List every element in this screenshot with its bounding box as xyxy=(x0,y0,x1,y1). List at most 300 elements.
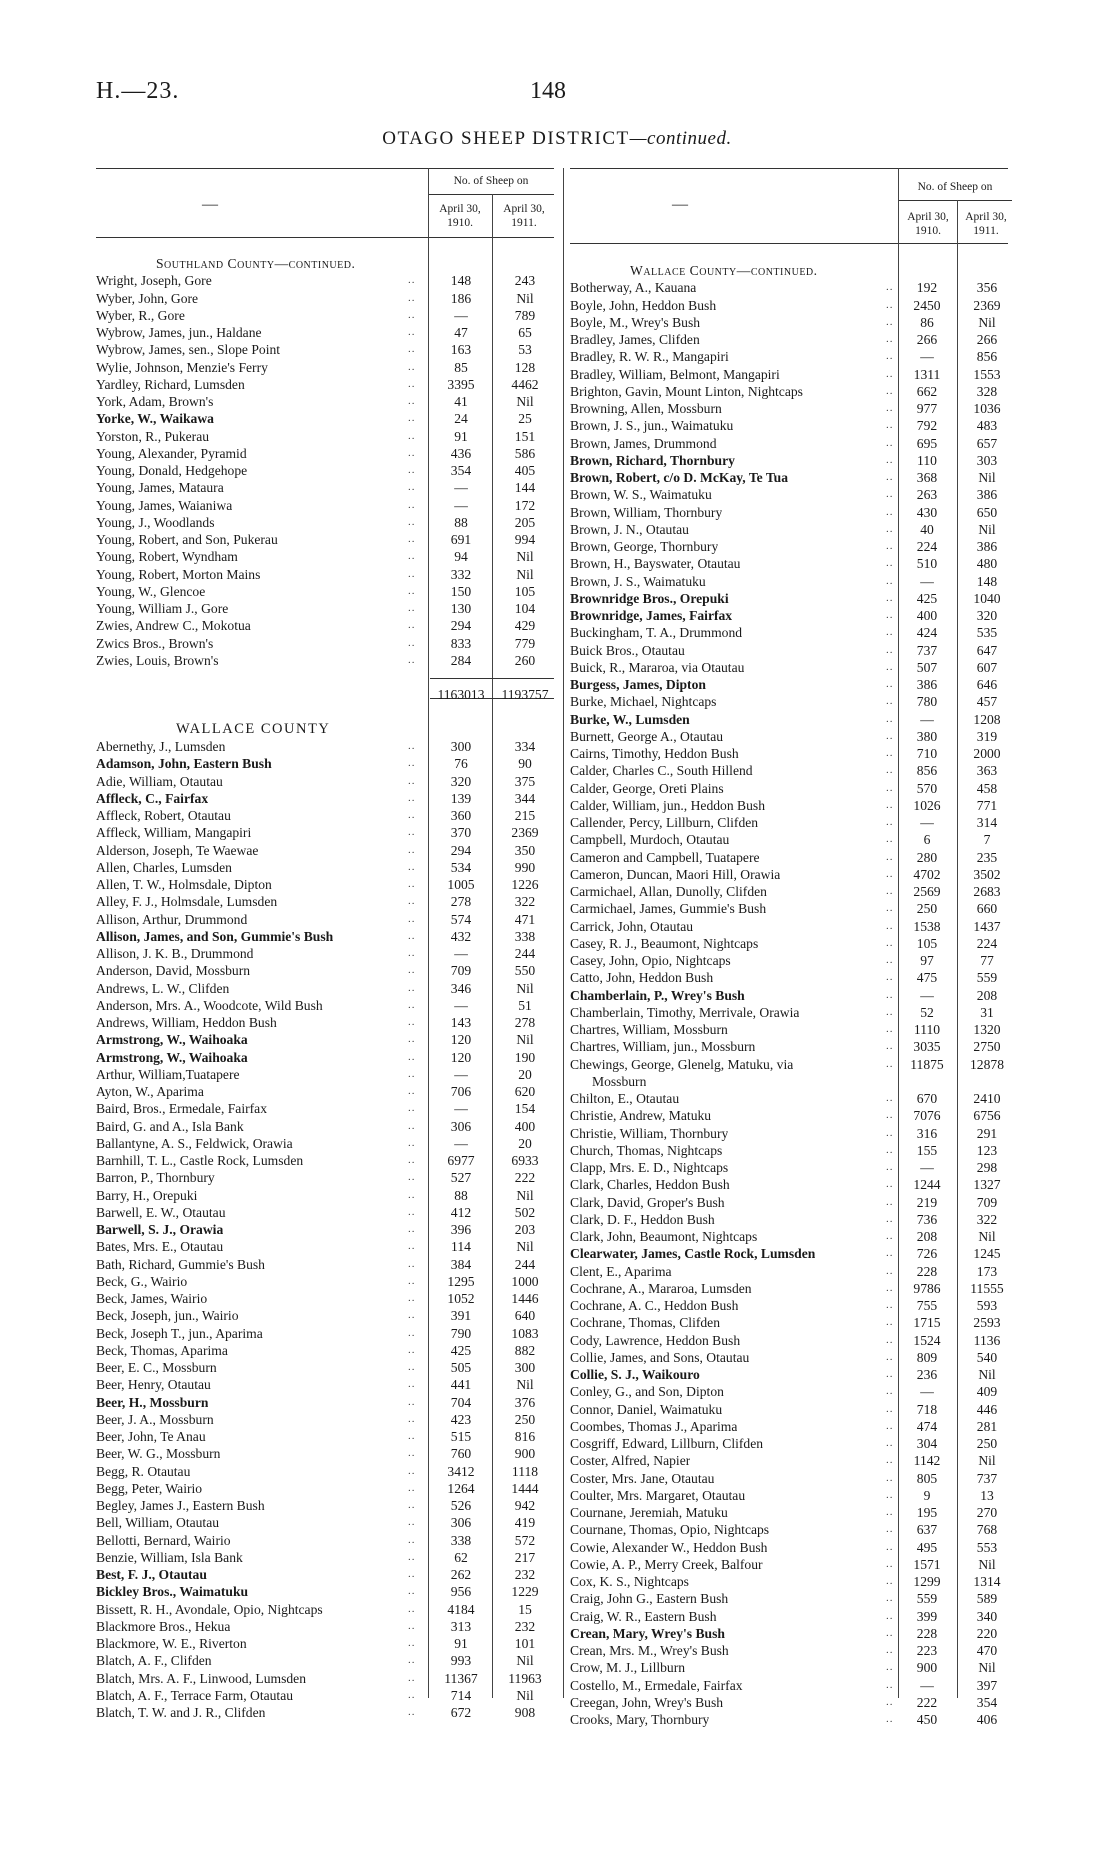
sheep-count-1910: — xyxy=(920,573,934,589)
sheep-count-1910: 250 xyxy=(916,901,938,917)
leader-dots: .. xyxy=(886,678,894,690)
owner-name: Yorke, W., Waikawa xyxy=(96,411,214,427)
leader-dots: .. xyxy=(408,1464,416,1477)
table-row xyxy=(570,659,1016,676)
leader-dots: .. xyxy=(886,954,894,966)
table-row xyxy=(570,1004,1016,1021)
owner-name: Brown, J. S., Waimatuku xyxy=(570,573,706,589)
sheep-count-1911: 1193757 xyxy=(501,687,549,703)
leader-dots: .. xyxy=(886,1419,894,1432)
sheep-count-1911: 559 xyxy=(976,970,998,986)
leader-dots: .. xyxy=(408,1619,416,1632)
leader-dots: .. xyxy=(408,843,416,856)
owner-name: Craig, John G., Eastern Bush xyxy=(570,1591,729,1607)
leader-dots: .. xyxy=(408,809,416,821)
leader-dots: .. xyxy=(408,964,416,977)
sheep-count-1910: 1110 xyxy=(913,1022,941,1037)
owner-name: Clent, E., Aparima xyxy=(570,1263,672,1279)
leader-dots: .. xyxy=(886,833,894,846)
sheep-count-1911: 11555 xyxy=(970,1280,1004,1296)
table-row xyxy=(570,831,1016,848)
sheep-count-1910: 294 xyxy=(450,842,472,858)
table-row xyxy=(570,797,1016,814)
table-row xyxy=(96,1497,556,1514)
leader-dots: .. xyxy=(408,1516,416,1529)
leader-dots: .. xyxy=(886,557,894,570)
sheep-count-1910: 670 xyxy=(916,1091,938,1106)
owner-name: Brighton, Gavin, Mount Linton, Nightcaps xyxy=(570,383,803,399)
leader-dots: .. xyxy=(408,878,416,890)
table-row xyxy=(96,1014,556,1031)
table-row xyxy=(570,642,1016,659)
table-row xyxy=(96,1394,556,1411)
owner-name: Blackmore Bros., Hekua xyxy=(96,1618,231,1634)
sheep-count-1910: 120 xyxy=(450,1049,472,1065)
table-row xyxy=(570,366,1016,383)
sheep-count-1910: 338 xyxy=(450,1532,472,1548)
table-row xyxy=(570,728,1016,745)
leader-dots: .. xyxy=(886,1368,894,1380)
table-row xyxy=(570,1211,1016,1228)
sheep-count-1911: 768 xyxy=(976,1522,998,1538)
leader-dots: .. xyxy=(886,281,894,294)
sheep-count-1911: 647 xyxy=(976,642,998,658)
sheep-count-1910: 505 xyxy=(450,1360,472,1375)
sheep-count-1911: 11963 xyxy=(508,1670,542,1686)
sheep-count-1911: 2369 xyxy=(973,297,1001,313)
sheep-count-1911: 471 xyxy=(514,911,536,927)
leader-dots: .. xyxy=(408,860,416,873)
owner-name: Ayton, W., Aparima xyxy=(96,1084,204,1099)
sheep-count-1911: Nil xyxy=(978,1556,996,1572)
owner-name: Zwics Bros., Brown's xyxy=(96,635,214,651)
sheep-count-1911: 172 xyxy=(514,497,536,513)
owner-name: Adie, William, Otautau xyxy=(96,773,223,789)
sheep-count-1910: 706 xyxy=(450,1084,472,1099)
table-row xyxy=(96,1187,556,1204)
table-row xyxy=(570,780,1016,797)
sheep-count-1911: 322 xyxy=(976,1211,998,1227)
sheep-count-1910: 370 xyxy=(450,825,472,841)
owner-name: Bissett, R. H., Avondale, Opio, Nightcaps xyxy=(96,1601,323,1617)
sheep-count-1911: 338 xyxy=(514,928,536,944)
leader-dots: .. xyxy=(408,826,416,839)
owner-name: Affleck, C., Fairfax xyxy=(96,790,209,806)
owner-name: Cochrane, Thomas, Clifden xyxy=(570,1315,721,1331)
sheep-count-1911: 2593 xyxy=(973,1315,1001,1331)
owner-name: Carmichael, Allan, Dunolly, Clifden xyxy=(570,884,767,899)
leader-dots: .. xyxy=(408,998,416,1011)
owner-name: Boyle, M., Wrey's Bush xyxy=(570,314,701,330)
sheep-count-1910: 412 xyxy=(450,1204,472,1220)
owner-name: Armstrong, W., Waihoaka xyxy=(96,1049,248,1065)
leader-dots: .. xyxy=(408,464,416,476)
leader-dots: .. xyxy=(408,619,416,632)
owner-name: Andrews, L. W., Clifden xyxy=(96,980,230,996)
table-row xyxy=(96,583,556,600)
table-row xyxy=(96,1445,556,1462)
owner-name: Benzie, William, Isla Bank xyxy=(96,1549,243,1565)
leader-dots: .. xyxy=(408,1706,416,1718)
sheep-count-1911: 281 xyxy=(976,1418,998,1434)
leader-dots: .. xyxy=(886,402,894,414)
leader-dots: .. xyxy=(408,1378,416,1391)
owner-name: Ballantyne, A. S., Feldwick, Orawia xyxy=(96,1135,293,1151)
leader-dots: .. xyxy=(886,591,894,604)
table-row xyxy=(570,555,1016,572)
sheep-count-1910: 495 xyxy=(916,1539,938,1555)
table-row xyxy=(96,1049,556,1066)
owner-name: Young, J., Woodlands xyxy=(96,514,215,530)
sheep-count-1911: 303 xyxy=(976,452,998,468)
leader-dots: .. xyxy=(408,1292,416,1304)
owner-name: Blatch, A. F., Terrace Farm, Otautau xyxy=(96,1687,294,1703)
leader-dots: .. xyxy=(408,1430,416,1442)
sheep-count-1911: Nil xyxy=(978,1229,996,1244)
right-table-body xyxy=(570,262,1016,1728)
leader-dots: .. xyxy=(886,919,894,932)
table-row xyxy=(570,1107,1016,1124)
sheep-count-1910: 1244 xyxy=(913,1177,941,1193)
table-row xyxy=(96,1307,556,1324)
table-row xyxy=(96,1670,556,1687)
sheep-count-1910: 714 xyxy=(450,1687,472,1703)
leader-dots: .. xyxy=(886,712,894,725)
owner-name: Beer, W. G., Mossburn xyxy=(96,1446,221,1462)
table-row xyxy=(96,842,556,859)
sheep-count-1911: 550 xyxy=(514,963,536,979)
sheep-count-1911: Nil xyxy=(516,1687,534,1703)
sheep-count-1910: 228 xyxy=(916,1625,938,1641)
owner-name: Allison, James, and Son, Gummie's Bush xyxy=(96,928,334,944)
sheep-count-1910: 3412 xyxy=(447,1463,475,1479)
sheep-count-1910: 236 xyxy=(916,1367,938,1382)
sheep-count-1910: 91 xyxy=(454,1636,468,1651)
table-row xyxy=(96,376,556,393)
table-row xyxy=(570,1711,1016,1728)
leader-dots: .. xyxy=(408,895,416,908)
leader-dots: .. xyxy=(886,1695,894,1708)
owner-name: Clearwater, James, Castle Rock, Lumsden xyxy=(570,1246,816,1262)
table-row xyxy=(570,1280,1016,1297)
table-row xyxy=(570,969,1016,986)
leader-dots: .. xyxy=(886,1212,894,1225)
sheep-count-1911: 340 xyxy=(976,1608,998,1624)
table-row xyxy=(570,1245,1016,1262)
table-row xyxy=(96,997,556,1014)
sheep-count-1911: 148 xyxy=(976,573,998,589)
sheep-count-1910: 76 xyxy=(454,756,468,772)
sheep-count-1911: 300 xyxy=(514,1360,536,1375)
sheep-count-1911: 220 xyxy=(976,1625,998,1641)
leader-dots: .. xyxy=(886,540,894,552)
owner-name: Cameron, Duncan, Maori Hill, Orawia xyxy=(570,866,781,882)
table-row xyxy=(570,900,1016,917)
sheep-count-1910: 1311 xyxy=(913,366,941,382)
leader-dots: .. xyxy=(886,1454,894,1467)
section-title: Wallace County—continued. xyxy=(630,263,818,278)
sheep-count-1911: 1446 xyxy=(511,1291,539,1306)
table-row xyxy=(96,773,556,790)
sheep-count-1910: 805 xyxy=(916,1470,938,1486)
table-row xyxy=(570,573,1016,590)
leader-dots: .. xyxy=(408,429,416,442)
owner-name: Beer, John, Te Anau xyxy=(96,1429,206,1444)
table-row xyxy=(96,393,556,410)
table-row xyxy=(570,1297,1016,1314)
owner-name: Zwies, Louis, Brown's xyxy=(96,652,219,668)
owner-name: Allison, Arthur, Drummond xyxy=(96,911,248,927)
table-row xyxy=(570,1314,1016,1331)
sheep-count-1910: 284 xyxy=(450,652,472,668)
table-row xyxy=(96,1652,556,1669)
sheep-count-1911: 232 xyxy=(514,1618,536,1634)
leader-dots: .. xyxy=(886,350,894,363)
leader-dots: .. xyxy=(886,1488,894,1501)
sheep-count-1910: 900 xyxy=(916,1660,938,1676)
leader-dots: .. xyxy=(886,1644,894,1656)
owner-name: Casey, R. J., Beaumont, Nightcaps xyxy=(570,935,759,951)
sheep-count-1911: 1314 xyxy=(973,1574,1001,1589)
sheep-count-1910: 384 xyxy=(450,1256,472,1272)
leader-dots: .. xyxy=(408,1671,416,1684)
sheep-count-1911: 397 xyxy=(976,1677,998,1693)
table-row xyxy=(96,1169,556,1186)
sheep-count-1910: 399 xyxy=(916,1608,938,1624)
sheep-count-1910: 432 xyxy=(450,928,472,944)
sheep-count-1911: 779 xyxy=(514,635,536,651)
sheep-count-1911: 737 xyxy=(976,1470,998,1486)
owner-name: Young, Robert, Morton Mains xyxy=(96,566,261,582)
owner-name: Wyber, R., Gore xyxy=(96,307,185,323)
leader-dots: .. xyxy=(408,291,416,304)
sheep-count-1910: 856 xyxy=(916,763,938,779)
table-row xyxy=(96,566,556,583)
sheep-count-1910: 85 xyxy=(454,359,468,375)
sheep-count-1910: 304 xyxy=(916,1436,938,1451)
owner-name: Cowie, Alexander W., Heddon Bush xyxy=(570,1539,768,1555)
owner-name: Crow, M. J., Lillburn xyxy=(570,1660,686,1676)
sheep-count-1910: 86 xyxy=(920,314,934,330)
owner-name: Coster, Mrs. Jane, Otautau xyxy=(570,1470,715,1486)
sheep-count-1910: 423 xyxy=(450,1411,472,1427)
table-row xyxy=(570,1159,1016,1176)
table-row xyxy=(570,1452,1016,1469)
left-header-col1: April 30, 1910. xyxy=(439,203,481,229)
sheep-count-1911: 572 xyxy=(514,1532,536,1548)
table-row xyxy=(96,945,556,962)
table-row xyxy=(96,445,556,462)
sheep-count-1911: 15 xyxy=(518,1601,532,1617)
owner-name: Crean, Mary, Wrey's Bush xyxy=(570,1625,725,1641)
sheep-count-1910: 450 xyxy=(916,1712,938,1727)
sheep-count-1910: 120 xyxy=(450,1032,472,1048)
leader-dots: .. xyxy=(886,1161,894,1173)
leader-dots: .. xyxy=(408,1395,416,1408)
table-row xyxy=(570,1435,1016,1452)
sheep-count-1911: 250 xyxy=(514,1411,536,1427)
table-row xyxy=(96,1290,556,1307)
leader-dots: .. xyxy=(886,1264,894,1277)
sheep-count-1910: 306 xyxy=(450,1515,472,1531)
sheep-count-1911: Nil xyxy=(516,980,534,996)
sheep-count-1910: 474 xyxy=(916,1418,938,1434)
table-row xyxy=(96,635,556,652)
table-row xyxy=(96,428,556,445)
sheep-count-1910: 9 xyxy=(923,1487,931,1503)
leader-dots: .. xyxy=(408,1585,416,1598)
sheep-count-1911: Nil xyxy=(978,314,996,330)
leader-dots: .. xyxy=(886,1437,894,1449)
table-row xyxy=(570,883,1016,900)
owner-name: Blackmore, W. E., Riverton xyxy=(96,1636,247,1651)
owner-name: Yorston, R., Pukerau xyxy=(96,428,210,444)
owner-name: Brown, H., Bayswater, Otautau xyxy=(570,556,741,572)
owner-name: Baird, Bros., Ermedale, Fairfax xyxy=(96,1101,268,1117)
owner-name: Arthur, William,Tuatapere xyxy=(96,1066,240,1082)
sheep-count-1910: 507 xyxy=(916,659,938,675)
sheep-count-1911: 419 xyxy=(514,1515,536,1531)
leader-dots: .. xyxy=(408,1412,416,1425)
sheep-count-1911: 405 xyxy=(514,463,536,478)
table-row xyxy=(570,624,1016,641)
table-row xyxy=(570,297,1016,314)
sheep-count-1910: 114 xyxy=(451,1239,471,1255)
section-title: WALLACE COUNTY xyxy=(176,720,331,737)
leader-dots: .. xyxy=(886,660,894,673)
owner-name: Coulter, Mrs. Margaret, Otautau xyxy=(570,1487,746,1503)
sheep-count-1911: Nil xyxy=(516,290,534,306)
table-row xyxy=(96,738,556,755)
leader-dots: .. xyxy=(408,1326,416,1339)
table-row xyxy=(570,279,1016,296)
sheep-count-1911: 222 xyxy=(514,1170,536,1186)
table-row xyxy=(96,1376,556,1393)
leader-dots: .. xyxy=(886,367,894,380)
leader-dots: .. xyxy=(886,626,894,639)
sheep-count-1911: 480 xyxy=(976,556,998,572)
table-row xyxy=(96,980,556,997)
sheep-count-1910: 1142 xyxy=(913,1453,941,1469)
leader-dots: .. xyxy=(408,1188,416,1201)
table-row xyxy=(96,1583,556,1600)
table-row xyxy=(570,987,1016,1004)
table-row xyxy=(96,669,556,686)
leader-dots: .. xyxy=(408,498,416,511)
owner-name: Browning, Allen, Mossburn xyxy=(570,401,722,416)
table-row xyxy=(96,824,556,841)
leader-dots: .. xyxy=(886,729,894,742)
owner-name: Christie, William, Thornbury xyxy=(570,1125,729,1141)
sheep-count-1911: 53 xyxy=(518,342,532,358)
owner-name: Cosgriff, Edward, Lillburn, Clifden xyxy=(570,1436,764,1451)
owner-name: Barron, P., Thornbury xyxy=(96,1170,215,1186)
table-row xyxy=(96,911,556,928)
table-row xyxy=(96,704,556,721)
sheep-count-1911: 244 xyxy=(514,1256,536,1272)
owner-name: Bell, William, Otautau xyxy=(96,1515,220,1531)
table-row xyxy=(570,1263,1016,1280)
sheep-count-1911: 502 xyxy=(514,1204,536,1220)
leader-dots: .. xyxy=(886,333,894,345)
sheep-count-1911: 2750 xyxy=(973,1039,1001,1055)
right-top-rule xyxy=(570,168,1008,169)
sheep-count-1910: 780 xyxy=(916,694,938,710)
table-row xyxy=(570,435,1016,452)
sheep-count-1911: 190 xyxy=(514,1049,536,1065)
sheep-count-1911: 266 xyxy=(976,332,998,347)
sheep-count-1911: Nil xyxy=(516,1239,534,1255)
owner-name: Wyber, John, Gore xyxy=(96,290,199,306)
sheep-count-1911: Nil xyxy=(516,549,534,565)
leader-dots: .. xyxy=(886,1092,894,1104)
leader-dots: .. xyxy=(886,1023,894,1035)
sheep-count-1910: 47 xyxy=(454,325,468,340)
sheep-count-1911: 173 xyxy=(976,1263,998,1279)
sheep-count-1911: 458 xyxy=(976,780,998,796)
leader-dots: .. xyxy=(886,488,894,501)
sheep-count-1911: 375 xyxy=(514,773,536,789)
table-row xyxy=(570,1487,1016,1504)
sheep-count-1910: 368 xyxy=(916,470,938,485)
sheep-count-1910: 6 xyxy=(923,832,931,848)
sheep-count-1911: 589 xyxy=(976,1591,998,1607)
table-row xyxy=(570,400,1016,417)
sheep-count-1911: 1327 xyxy=(973,1177,1001,1193)
owner-name: Blatch, A. F., Clifden xyxy=(96,1653,212,1669)
owner-name: Carrick, John, Otautau xyxy=(570,918,694,934)
section-heading xyxy=(96,255,556,272)
sheep-count-1910: 320 xyxy=(450,773,472,789)
table-row xyxy=(96,1566,556,1583)
sheep-count-1911: 2683 xyxy=(973,884,1001,899)
sheep-count-1911: 1437 xyxy=(973,918,1001,934)
table-row xyxy=(570,1418,1016,1435)
leader-dots: .. xyxy=(886,1385,894,1398)
owner-name: Collie, James, and Sons, Otautau xyxy=(570,1349,750,1365)
sheep-count-1910: 6977 xyxy=(447,1153,475,1168)
sheep-count-1911: Nil xyxy=(978,470,996,485)
table-row xyxy=(96,928,556,945)
table-row xyxy=(570,1228,1016,1245)
sheep-count-1911: 640 xyxy=(514,1308,536,1324)
sheep-count-1910: 1163013 xyxy=(437,687,485,703)
owner-name: Burnett, George A., Otautau xyxy=(570,728,724,744)
sheep-count-1910: — xyxy=(454,480,468,496)
sheep-count-1910: 695 xyxy=(916,435,938,451)
table-row xyxy=(570,711,1016,728)
sheep-count-1910: 143 xyxy=(450,1015,472,1030)
owner-name: Creegan, John, Wrey's Bush xyxy=(570,1694,724,1710)
owner-name: Armstrong, W., Waihoaka xyxy=(96,1032,248,1048)
sheep-count-1911: 882 xyxy=(514,1342,536,1358)
owner-name: Mossburn xyxy=(592,1073,647,1089)
table-row xyxy=(570,1366,1016,1383)
leader-dots: .. xyxy=(886,471,894,483)
sheep-count-1911: 483 xyxy=(976,418,998,434)
sheep-count-1910: 737 xyxy=(916,642,938,658)
owner-name: Adamson, John, Eastern Bush xyxy=(96,756,272,772)
table-row xyxy=(96,531,556,548)
sheep-count-1911: 856 xyxy=(976,349,998,365)
owner-name: Young, Donald, Hedgehope xyxy=(96,463,248,478)
owner-name: Begg, Peter, Wairio xyxy=(96,1480,203,1496)
owner-name: Brownridge Bros., Orepuki xyxy=(570,590,729,606)
owner-name: Bellotti, Bernard, Wairio xyxy=(96,1532,231,1548)
leader-dots: .. xyxy=(408,1274,416,1287)
table-row xyxy=(570,1194,1016,1211)
table-row xyxy=(96,359,556,376)
